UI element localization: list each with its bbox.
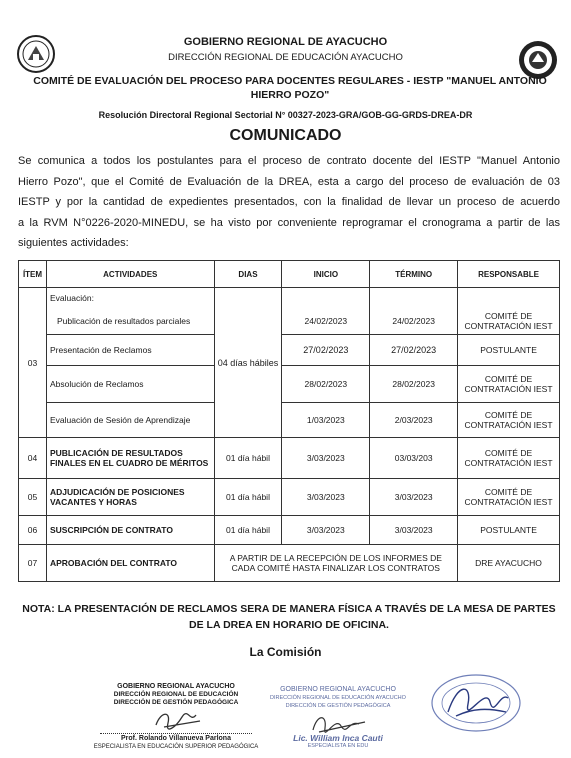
signer-name: Prof. Rolando Villanueva Parlona — [121, 735, 231, 742]
body-line: a la RVM N°0226-2020-MINEDU, se ha visto por conveniente reprogramar el cronograma a partir de las — [18, 216, 560, 229]
body-line: Se comunica a todos los postulantes para el proceso de contrato docente del IESTP "Manuel Antonio — [18, 155, 560, 167]
responsible-cell: COMITÉ DE CONTRATACIÓN IEST — [458, 438, 560, 479]
handwritten-signature-2 — [283, 710, 393, 734]
start-cell: 3/03/2023 — [282, 438, 370, 479]
table-row — [19, 545, 560, 582]
body-line: IESTP y por la cantidad de expedientes presentados, con la finalidad de llevar un proceso de acuerdo — [18, 196, 560, 208]
responsible-cell: COMITÉ DE CONTRATACIÓN IEST — [458, 403, 560, 438]
start-cell: 28/02/2023 — [282, 366, 370, 403]
signoff: La Comisión — [249, 645, 322, 659]
table-row — [19, 438, 560, 479]
table-row — [19, 308, 560, 335]
body-line: siguientes actividades: — [18, 237, 129, 249]
body-line: Hierro Pozo", que el Comité de Evaluación de la DREA, esta a cargo del proceso de evaluación de 03 — [18, 175, 560, 188]
signature-seal-3 — [428, 672, 524, 734]
stamp-line: GOBIERNO REGIONAL AYACUCHO — [280, 686, 396, 693]
col-header: ÍTEM — [19, 261, 47, 288]
activity-cell: Presentación de Reclamos — [46, 335, 214, 366]
activity-cell: Evaluación: — [46, 288, 214, 309]
item-cell: 06 — [19, 516, 47, 545]
table-row — [19, 335, 560, 366]
page-title: COMUNICADO — [229, 127, 342, 144]
item-cell: 07 — [19, 545, 47, 582]
responsible-cell: DRE AYACUCHO — [458, 545, 560, 582]
stamp-line: DIRECCIÓN REGIONAL DE EDUCACIÓN — [113, 691, 239, 698]
activity-cell: APROBACIÓN DEL CONTRATO — [46, 545, 214, 582]
table-header-row — [19, 261, 560, 288]
committee-heading: COMITÉ DE EVALUACIÓN DEL PROCESO PARA DOCENTES REGULARES - IESTP "MANUEL ANTONIO HIERRO POZO" — [33, 75, 547, 101]
item-cell: 04 — [19, 438, 47, 479]
reclamos-note: NOTA: LA PRESENTACIÓN DE RECLAMOS SERA DE MANERA FÍSICA A TRAVÉS DE LA MESA DE PARTES DE LA DREA EN HORARIO DE OFICINA. — [22, 603, 556, 631]
signer-role: ESPECIALISTA EN EDUCACIÓN SUPERIOR PEDAGÓGICA — [93, 744, 259, 750]
start-cell: 3/03/2023 — [282, 516, 370, 545]
end-cell: 2/03/2023 — [370, 403, 458, 438]
responsible-cell: POSTULANTE — [458, 516, 560, 545]
item-cell: 05 — [19, 479, 47, 516]
signer-name: Lic. William Inca Cauti — [293, 733, 383, 743]
start-cell: 27/02/2023 — [282, 335, 370, 366]
col-header: ACTIVIDADES — [46, 261, 214, 288]
end-cell: 24/02/2023 — [370, 308, 458, 335]
start-cell: 3/03/2023 — [282, 479, 370, 516]
item-cell: 03 — [19, 288, 47, 438]
activity-cell: Absolución de Reclamos — [46, 366, 214, 403]
col-header: DIAS — [214, 261, 282, 288]
end-cell: 3/03/2023 — [370, 479, 458, 516]
activity-cell: SUSCRIPCIÓN DE CONTRATO — [46, 516, 214, 545]
stamp-line: DIRECCIÓN DE GESTIÓN PEDAGÓGICA — [113, 699, 239, 706]
activity-cell: Evaluación de Sesión de Aprendizaje — [46, 403, 214, 438]
responsible-cell: POSTULANTE — [458, 335, 560, 366]
signature-block-2 — [268, 686, 408, 750]
days-cell: 01 día hábil — [214, 438, 282, 479]
activity-cell: Publicación de resultados parciales — [46, 308, 214, 335]
table-row — [19, 366, 560, 403]
days-cell: 01 día hábil — [214, 479, 282, 516]
government-name: GOBIERNO REGIONAL DE AYACUCHO — [183, 36, 388, 48]
days-cell: 01 día hábil — [214, 516, 282, 545]
start-cell: 24/02/2023 — [282, 308, 370, 335]
resolution-line: Resolución Directoral Regional Sectorial N° 00327-2023-GRA/GOB-GG-GRDS-DREA-DR — [98, 110, 473, 120]
responsible-cell: COMITÉ DE CONTRATACIÓN IEST — [458, 308, 560, 335]
schedule-table — [18, 260, 560, 582]
handwritten-signature-1 — [116, 707, 236, 733]
table-row — [19, 479, 560, 516]
end-cell: 03/03/203 — [370, 438, 458, 479]
stamp-line: DIRECCIÓN REGIONAL DE EDUCACIÓN AYACUCHO — [270, 695, 406, 701]
stamp-line: GOBIERNO REGIONAL AYACUCHO — [117, 683, 235, 690]
table-row — [19, 403, 560, 438]
table-row — [19, 288, 560, 309]
signature-block-1 — [86, 683, 266, 751]
col-header: INICIO — [282, 261, 370, 288]
signer-role: ESPECIALISTA EN EDU — [307, 743, 369, 749]
activity-cell: PUBLICACIÓN DE RESULTADOS FINALES EN EL CUADRO DE MÉRITOS — [46, 438, 214, 479]
activity-cell: ADJUDICACIÓN DE POSICIONES VACANTES Y HORAS — [46, 479, 214, 516]
col-header: RESPONSABLE — [458, 261, 560, 288]
start-cell: 1/03/2023 — [282, 403, 370, 438]
end-cell: 28/02/2023 — [370, 366, 458, 403]
responsible-cell: COMITÉ DE CONTRATACIÓN IEST — [458, 366, 560, 403]
announcement-body — [18, 151, 560, 254]
direction-name: DIRECCIÓN REGIONAL DE EDUCACIÓN AYACUCHO — [168, 52, 403, 63]
col-header: TÉRMINO — [370, 261, 458, 288]
days-cell: 04 días hábiles — [214, 288, 282, 438]
end-cell: 27/02/2023 — [370, 335, 458, 366]
table-row — [19, 516, 560, 545]
stamp-line: DIRECCIÓN DE GESTIÓN PEDAGÓGICA — [285, 703, 391, 709]
end-cell: 3/03/2023 — [370, 516, 458, 545]
period-cell: A PARTIR DE LA RECEPCIÓN DE LOS INFORMES DE CADA COMITÉ HASTA FINALIZAR LOS CONTRATOS — [214, 545, 458, 582]
responsible-cell: COMITÉ DE CONTRATACIÓN IEST — [458, 479, 560, 516]
